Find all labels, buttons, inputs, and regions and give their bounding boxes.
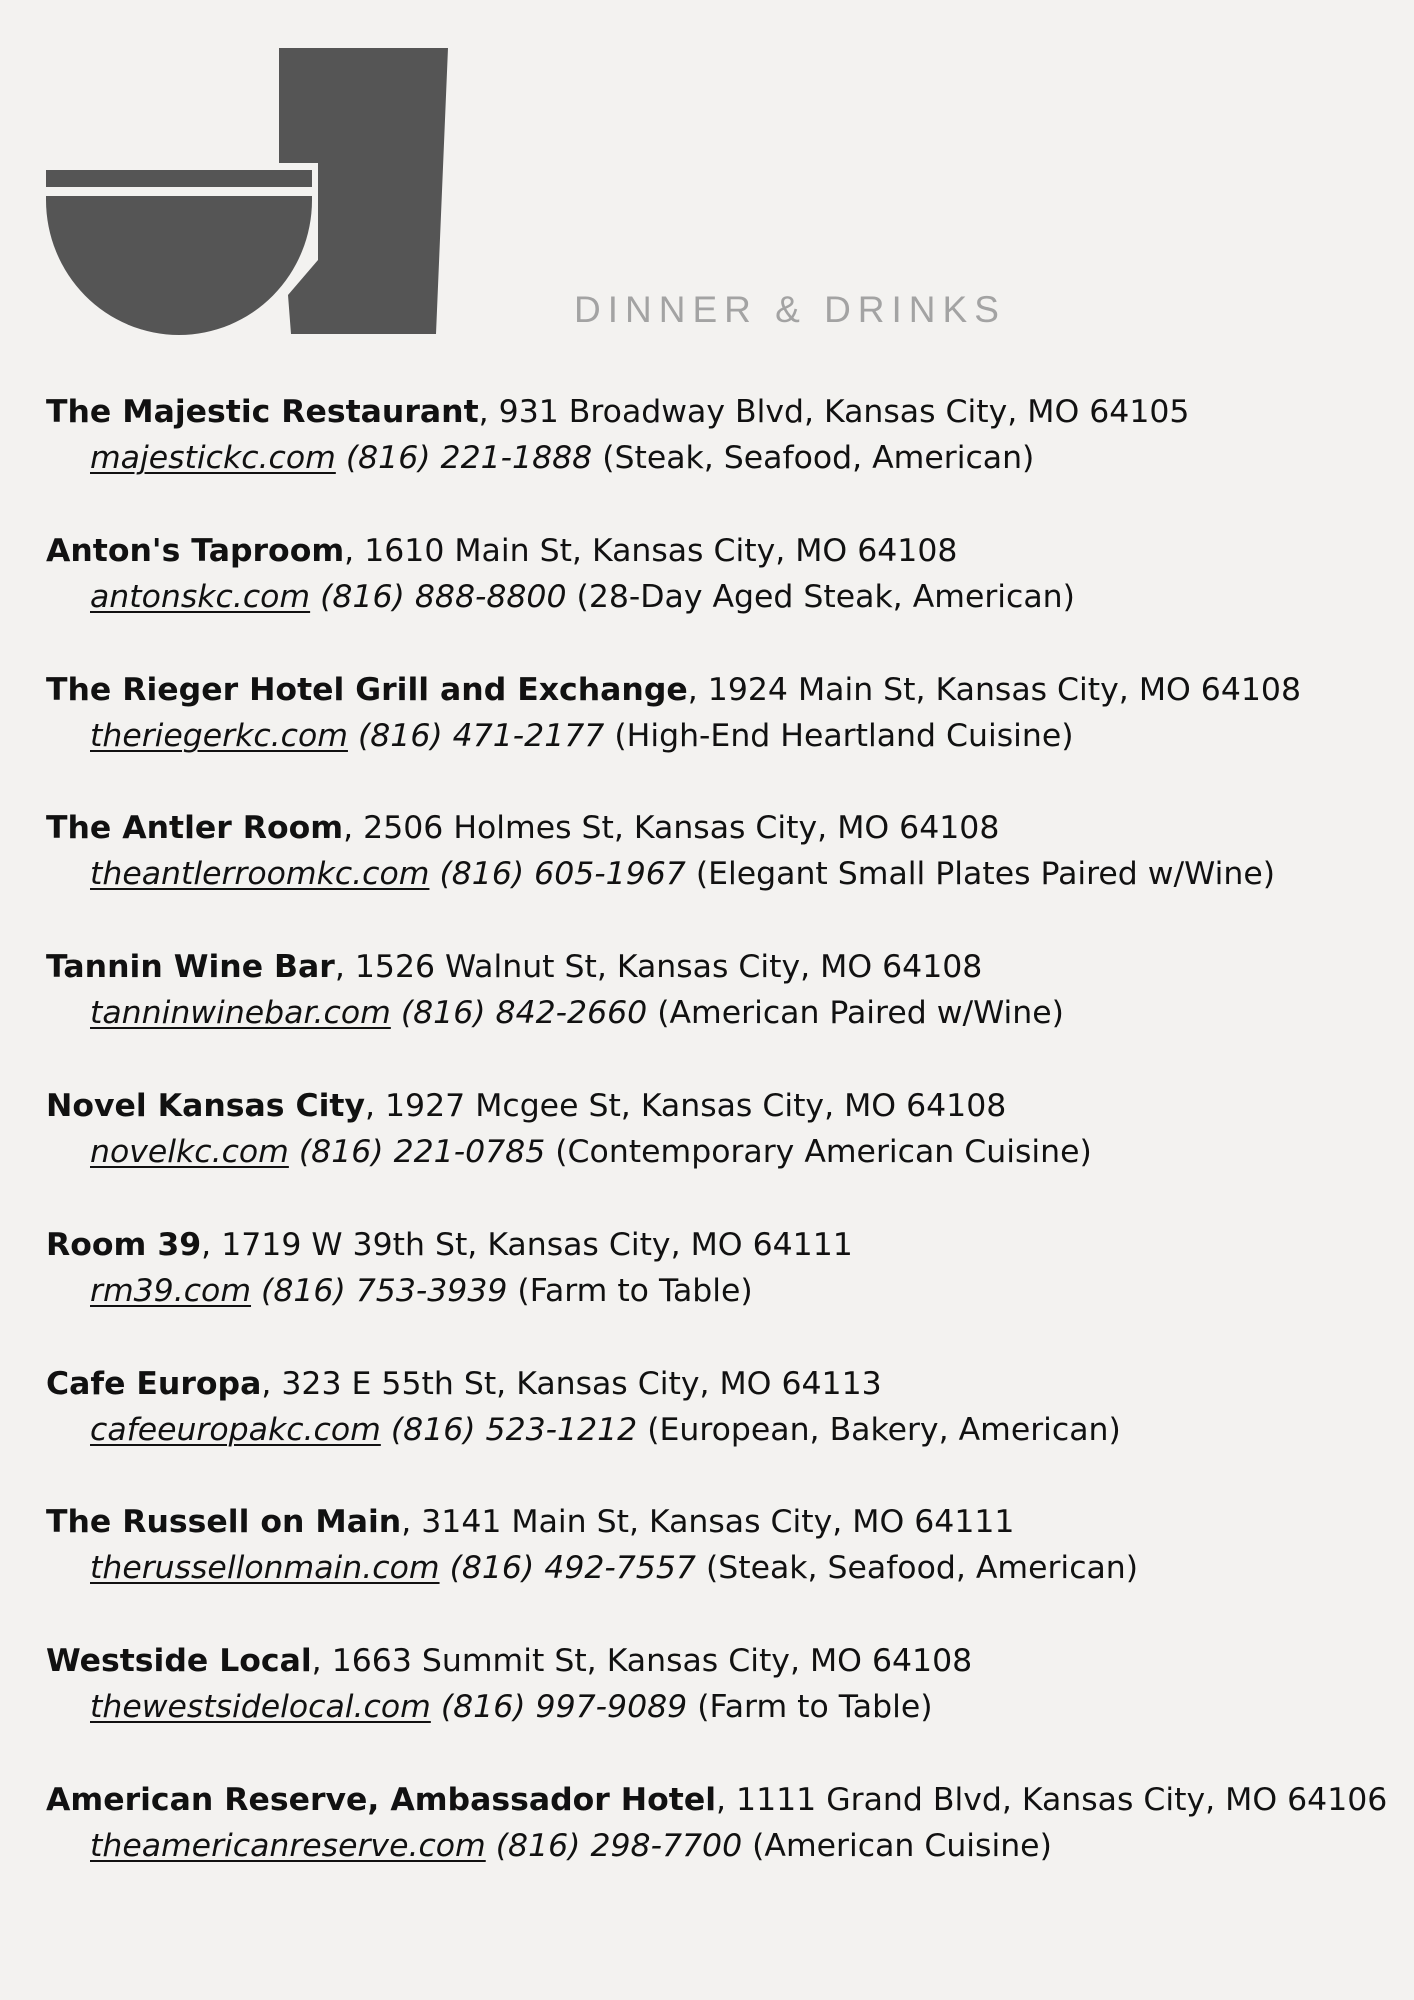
restaurant-phone: (816) 298-7700 xyxy=(495,1827,743,1864)
restaurant-heading-line: The Antler Room, 2506 Holmes St, Kansas City, MO 64108 xyxy=(46,810,1000,847)
restaurant-name: The Antler Room xyxy=(46,810,344,847)
bowl-and-glass-icon xyxy=(46,48,456,338)
restaurant-cuisine: (American Cuisine) xyxy=(752,1827,1052,1864)
restaurant-heading-line: The Russell on Main, 3141 Main St, Kansas City, MO 64111 xyxy=(46,1504,1015,1541)
restaurant-name: The Majestic Restaurant xyxy=(46,394,479,430)
restaurant-details-line xyxy=(46,1268,1396,1314)
restaurant-address: 323 E 55th St, Kansas City, MO 64113 xyxy=(281,1365,882,1402)
list-item xyxy=(46,805,1396,944)
restaurant-phone: (816) 221-1888 xyxy=(345,440,593,476)
restaurant-address: 1111 Grand Blvd, Kansas City, MO 64106 xyxy=(736,1781,1388,1818)
restaurant-cuisine: (Farm to Table) xyxy=(517,1272,753,1309)
restaurant-cuisine: (American Paired w/Wine) xyxy=(657,995,1064,1032)
list-item xyxy=(46,1499,1396,1638)
restaurant-address: 3141 Main St, Kansas City, MO 64111 xyxy=(421,1504,1015,1541)
restaurant-address: 1526 Walnut St, Kansas City, MO 64108 xyxy=(354,949,983,986)
bowl-body xyxy=(46,196,312,335)
restaurant-phone: (816) 888-8800 xyxy=(320,578,567,615)
restaurant-address: 2506 Holmes St, Kansas City, MO 64108 xyxy=(363,810,1000,847)
restaurant-cuisine: (High-End Heartland Cuisine) xyxy=(614,717,1074,754)
list-item xyxy=(46,1638,1396,1777)
restaurant-phone: (816) 605-1967 xyxy=(439,856,686,893)
restaurant-phone: (816) 221-0785 xyxy=(298,1133,546,1170)
restaurant-heading-line: Tannin Wine Bar, 1526 Walnut St, Kansas City, MO 64108 xyxy=(46,949,983,986)
bowl-rim xyxy=(46,170,312,187)
restaurant-name: Cafe Europa xyxy=(46,1365,262,1402)
restaurant-website-link[interactable]: therussellonmain.com xyxy=(90,1550,440,1587)
restaurant-heading-line: Cafe Europa, 323 E 55th St, Kansas City, MO 64113 xyxy=(46,1365,882,1402)
restaurant-website-link[interactable]: antonskc.com xyxy=(90,578,311,615)
list-item xyxy=(46,667,1396,806)
restaurant-cuisine: (European, Bakery, American) xyxy=(647,1411,1121,1448)
list-item xyxy=(46,944,1396,1083)
restaurant-address: 1719 W 39th St, Kansas City, MO 64111 xyxy=(221,1226,853,1263)
list-item xyxy=(46,1083,1396,1222)
restaurant-cuisine: (Farm to Table) xyxy=(697,1689,933,1726)
restaurant-details-line xyxy=(46,1129,1396,1175)
restaurant-details-line xyxy=(46,435,1396,481)
restaurant-details-line xyxy=(46,851,1396,897)
restaurant-heading-line: Anton's Taproom, 1610 Main St, Kansas City, MO 64108 xyxy=(46,532,958,569)
restaurant-details-line xyxy=(46,1684,1396,1730)
restaurant-name: Anton's Taproom xyxy=(46,532,345,569)
restaurant-heading-line: The Rieger Hotel Grill and Exchange, 1924 Main St, Kansas City, MO 64108 xyxy=(46,671,1302,708)
restaurant-phone: (816) 492-7557 xyxy=(449,1550,696,1587)
list-item xyxy=(46,389,1396,528)
restaurant-address: 1610 Main St, Kansas City, MO 64108 xyxy=(364,532,958,569)
restaurant-phone: (816) 471-2177 xyxy=(357,717,605,754)
restaurant-heading-line: American Reserve, Ambassador Hotel, 1111 Grand Blvd, Kansas City, MO 64106 xyxy=(46,1781,1388,1818)
restaurant-details-line xyxy=(46,1823,1396,1869)
restaurant-details-line xyxy=(46,1545,1396,1591)
restaurant-heading-line: Novel Kansas City, 1927 Mcgee St, Kansas City, MO 64108 xyxy=(46,1087,1007,1124)
restaurant-heading-line: Room 39, 1719 W 39th St, Kansas City, MO 64111 xyxy=(46,1226,853,1263)
list-item xyxy=(46,1777,1396,1916)
list-item xyxy=(46,528,1396,667)
restaurant-website-link[interactable]: tanninwinebar.com xyxy=(90,995,391,1032)
restaurant-phone: (816) 523-1212 xyxy=(390,1411,638,1448)
restaurant-phone: (816) 753-3939 xyxy=(261,1272,508,1309)
restaurant-website-link[interactable]: cafeeuropakc.com xyxy=(90,1411,381,1448)
restaurant-name: The Rieger Hotel Grill and Exchange xyxy=(46,671,688,708)
restaurant-name: Tannin Wine Bar xyxy=(46,949,335,986)
restaurant-heading-line: Westside Local, 1663 Summit St, Kansas City, MO 64108 xyxy=(46,1643,973,1680)
restaurant-cuisine: (28-Day Aged Steak, American) xyxy=(576,578,1075,615)
restaurant-phone: (816) 997-9089 xyxy=(440,1689,688,1726)
restaurant-phone: (816) 842-2660 xyxy=(400,995,648,1032)
restaurant-address: 1663 Summit St, Kansas City, MO 64108 xyxy=(331,1643,973,1680)
list-item xyxy=(46,1361,1396,1500)
restaurant-name: American Reserve, Ambassador Hotel xyxy=(46,1781,716,1818)
restaurant-website-link[interactable]: majestickc.com xyxy=(90,440,336,476)
restaurant-cuisine: (Steak, Seafood, American) xyxy=(602,440,1035,476)
restaurant-address: 1927 Mcgee St, Kansas City, MO 64108 xyxy=(385,1087,1007,1124)
restaurant-address: 1924 Main St, Kansas City, MO 64108 xyxy=(707,671,1302,708)
restaurant-website-link[interactable]: theantlerroomkc.com xyxy=(90,856,430,893)
restaurant-website-link[interactable]: theamericanreserve.com xyxy=(90,1827,486,1864)
restaurant-details-line xyxy=(46,574,1396,620)
restaurant-details-line xyxy=(46,713,1396,759)
restaurant-details-line xyxy=(46,990,1396,1036)
list-item xyxy=(46,1222,1396,1361)
section-title: DINNER & DRINKS xyxy=(574,289,1006,330)
restaurant-cuisine: (Contemporary American Cuisine) xyxy=(555,1133,1092,1170)
restaurant-heading-line: The Majestic Restaurant, 931 Broadway Blvd, Kansas City, MO 64105 xyxy=(46,394,1190,430)
restaurant-name: Room 39 xyxy=(46,1226,202,1263)
restaurant-website-link[interactable]: thewestsidelocal.com xyxy=(90,1689,431,1726)
restaurant-address: 931 Broadway Blvd, Kansas City, MO 64105 xyxy=(498,394,1190,430)
restaurant-website-link[interactable]: novelkc.com xyxy=(90,1133,289,1170)
glass-shape xyxy=(279,48,448,334)
restaurant-name: Novel Kansas City xyxy=(46,1087,365,1124)
restaurant-cuisine: (Steak, Seafood, American) xyxy=(705,1550,1139,1587)
restaurant-website-link[interactable]: rm39.com xyxy=(90,1272,252,1309)
restaurant-list xyxy=(46,389,1396,1916)
restaurant-website-link[interactable]: theriegerkc.com xyxy=(90,717,348,754)
restaurant-details-line xyxy=(46,1407,1396,1453)
restaurant-cuisine: (Elegant Small Plates Paired w/Wine) xyxy=(695,856,1275,893)
restaurant-name: The Russell on Main xyxy=(46,1504,402,1541)
restaurant-name: Westside Local xyxy=(46,1643,312,1680)
